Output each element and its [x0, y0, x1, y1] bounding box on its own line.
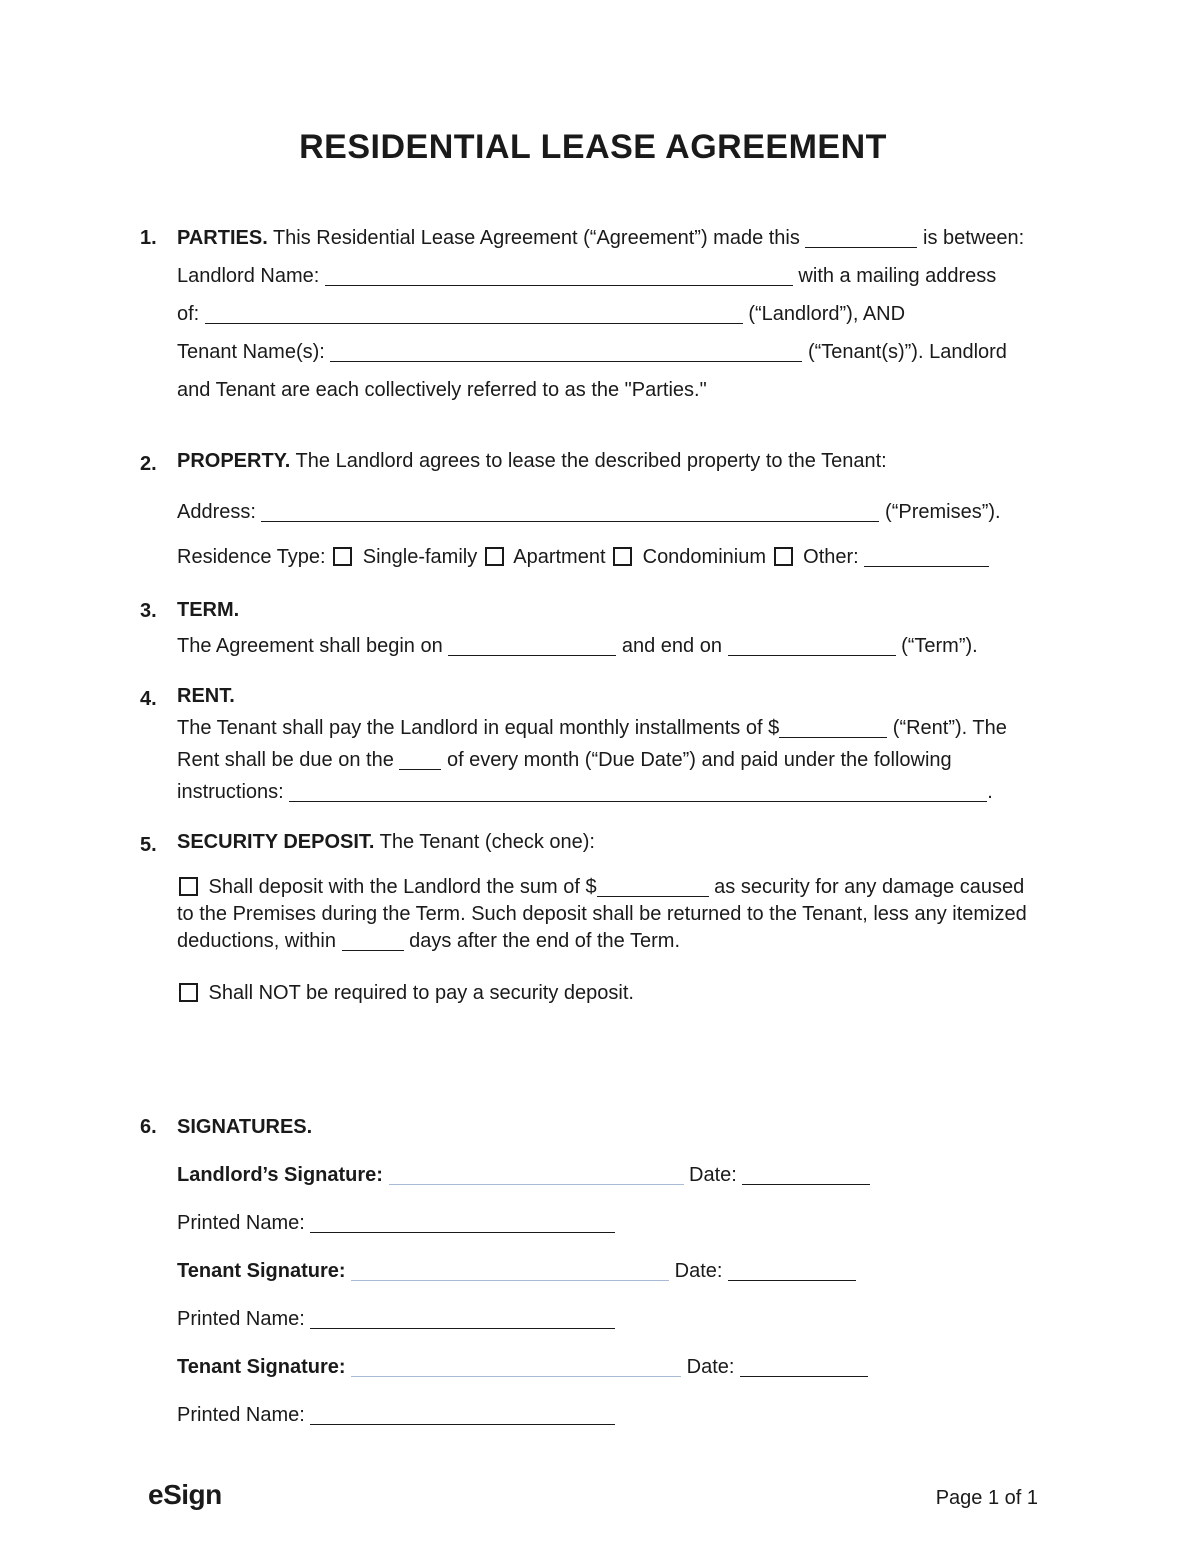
rent-due-day-blank[interactable]	[399, 754, 441, 770]
text-run: of:	[177, 303, 205, 325]
text-run: and Tenant are each collectively referred to as the "Parties."	[177, 379, 707, 401]
document-line	[177, 776, 1046, 808]
text-run: Residence Type:	[177, 546, 332, 568]
text-run: Landlord Name:	[177, 265, 325, 287]
checkbox-condominium[interactable]	[613, 547, 632, 566]
text-run: This Residential Lease Agreement (“Agreement”) made this	[267, 227, 806, 249]
deposit-return-days-blank[interactable]	[342, 935, 404, 951]
section-body	[177, 592, 1046, 664]
landlord-signature-line[interactable]	[389, 1169, 684, 1185]
section-rent	[140, 680, 1046, 808]
section-body	[177, 1103, 1046, 1439]
section-number: 3.	[140, 600, 157, 622]
residence-type-other-blank[interactable]	[864, 551, 989, 567]
document-line	[177, 826, 1046, 858]
document-line	[177, 1199, 1046, 1247]
text-run: Tenant Signature:	[177, 1260, 352, 1282]
checkbox-deposit-required[interactable]	[179, 877, 198, 896]
text-run: (“Premises”).	[879, 501, 1001, 523]
section-heading: PARTIES.	[177, 227, 268, 249]
document-line	[177, 333, 1046, 371]
text-run: Tenant Name(s):	[177, 341, 331, 363]
term-start-date-blank[interactable]	[448, 640, 616, 656]
section-heading: SECURITY DEPOSIT.	[177, 831, 375, 853]
text-run: Apartment	[508, 546, 612, 568]
section-body	[177, 445, 1046, 574]
document-line	[177, 295, 1046, 333]
checkbox-other[interactable]	[774, 547, 793, 566]
text-run: Single-family	[357, 546, 483, 568]
text-run: Landlord’s Signature:	[177, 1164, 389, 1186]
text-run: (“Rent”). The	[887, 717, 1007, 739]
premises-address-blank[interactable]	[261, 506, 879, 522]
text-run: instructions:	[177, 781, 290, 803]
document-line	[177, 371, 1046, 409]
text-run: The Agreement shall begin on	[177, 635, 449, 657]
text-run: The Tenant (check one):	[374, 831, 595, 853]
text-run: The Landlord agrees to lease the described property to the Tenant:	[290, 450, 887, 472]
document-line	[177, 541, 1046, 574]
document-line	[177, 1103, 1046, 1151]
section-heading: PROPERTY.	[177, 450, 291, 472]
security-deposit-amount-blank[interactable]	[597, 881, 709, 897]
text-run: (“Tenant(s)”). Landlord	[802, 341, 1007, 363]
document-line	[177, 1391, 1046, 1439]
tenant-signature-line-1[interactable]	[351, 1265, 669, 1281]
text-run: of every month (“Due Date”) and paid under the following	[441, 749, 952, 771]
text-run: as security for any damage caused to the Premises during the Term. Such deposit shall be returned to the Tenant, less any itemized deductions, within	[177, 876, 1027, 952]
section-number: 6.	[140, 1116, 157, 1138]
document-line	[177, 445, 1046, 478]
document-line	[177, 1247, 1046, 1295]
text-run: Address:	[177, 501, 262, 523]
landlord-name-blank[interactable]	[325, 270, 793, 286]
landlord-signature-date-blank[interactable]	[742, 1169, 870, 1185]
text-run: and end on	[616, 635, 728, 657]
text-run: Printed Name:	[177, 1404, 311, 1426]
tenant-signature-line-2[interactable]	[351, 1361, 681, 1377]
section-heading: TERM.	[177, 599, 240, 621]
text-run: (“Term”).	[895, 635, 978, 657]
section-number: 2.	[140, 453, 157, 475]
text-run: Rent shall be due on the	[177, 749, 400, 771]
page-indicator: Page 1 of 1	[935, 1487, 1038, 1509]
text-run: Condominium	[637, 546, 772, 568]
section-parties	[140, 219, 1046, 409]
document-line	[177, 744, 1046, 776]
text-run: Shall deposit with the Landlord the sum of $	[203, 876, 597, 898]
document-line	[177, 257, 1046, 295]
text-run: Tenant Signature:	[177, 1356, 352, 1378]
text-run: .	[987, 781, 993, 803]
text-run: Printed Name:	[177, 1212, 311, 1234]
document-line	[177, 680, 1046, 712]
tenant-printed-name-blank-2[interactable]	[310, 1409, 615, 1425]
document-line	[177, 977, 1046, 1009]
section-heading: SIGNATURES.	[177, 1116, 313, 1138]
tenant-signature-date-blank-1[interactable]	[728, 1265, 856, 1281]
text-run: Date:	[683, 1164, 743, 1186]
section-body	[177, 219, 1046, 409]
document-line	[177, 1343, 1046, 1391]
section-number: 1.	[140, 227, 157, 249]
document-line	[177, 874, 1046, 955]
landlord-mailing-address-blank[interactable]	[205, 308, 743, 324]
text-run: Other:	[797, 546, 865, 568]
checkbox-apartment[interactable]	[485, 547, 504, 566]
rent-amount-blank[interactable]	[779, 722, 887, 738]
section-body	[177, 826, 1046, 1009]
document-line	[177, 712, 1046, 744]
section-signatures	[140, 1103, 1046, 1439]
agreement-date-blank[interactable]	[805, 232, 917, 248]
section-number: 5.	[140, 834, 157, 856]
text-run: Printed Name:	[177, 1308, 311, 1330]
document-line	[177, 1151, 1046, 1199]
checkbox-single-family[interactable]	[333, 547, 352, 566]
page-footer	[148, 1479, 1038, 1511]
section-term	[140, 592, 1046, 664]
text-run: days after the end of the Term.	[403, 930, 681, 952]
section-security-deposit	[140, 826, 1046, 1009]
section-body	[177, 680, 1046, 808]
document-line	[177, 1295, 1046, 1343]
text-run: Date:	[669, 1260, 729, 1282]
tenant-printed-name-blank-1[interactable]	[310, 1313, 615, 1329]
esign-logo: eSign	[148, 1479, 222, 1510]
text-run: Date:	[681, 1356, 741, 1378]
document-line	[177, 496, 1046, 529]
tenant-signature-date-blank-2[interactable]	[740, 1361, 868, 1377]
text-run: (“Landlord”), AND	[742, 303, 906, 325]
document-sections	[140, 219, 1046, 1439]
term-end-date-blank[interactable]	[728, 640, 896, 656]
text-run: The Tenant shall pay the Landlord in equal monthly installments of $	[177, 717, 780, 739]
text-run: is between:	[917, 227, 1025, 249]
document-line	[177, 628, 1046, 664]
section-heading: RENT.	[177, 685, 235, 707]
section-number: 4.	[140, 688, 157, 710]
section-property	[140, 445, 1046, 574]
tenant-names-blank[interactable]	[330, 346, 802, 362]
payment-instructions-blank[interactable]	[289, 786, 987, 802]
checkbox-no-deposit[interactable]	[179, 983, 198, 1002]
text-run: Shall NOT be required to pay a security deposit.	[203, 982, 634, 1004]
document-line	[177, 592, 1046, 628]
document-line	[177, 219, 1046, 257]
landlord-printed-name-blank[interactable]	[310, 1217, 615, 1233]
document-title: RESIDENTIAL LEASE AGREEMENT	[299, 128, 887, 166]
text-run: with a mailing address	[792, 265, 997, 287]
